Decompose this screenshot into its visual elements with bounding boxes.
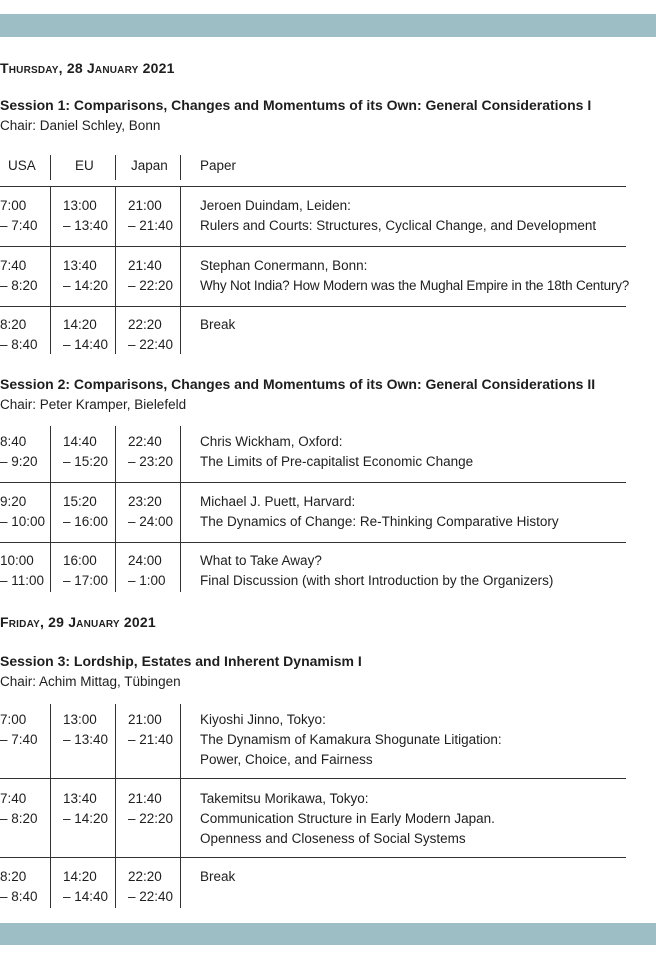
column-divider bbox=[50, 247, 51, 306]
row-divider bbox=[0, 186, 626, 187]
time-usa: 7:40 – 8:20 bbox=[0, 258, 38, 293]
session-3-chair: Chair: Achim Mittag, Tübingen bbox=[0, 674, 181, 689]
time-eu: 15:20 – 16:00 bbox=[63, 494, 109, 529]
time-japan: 21:40 – 22:20 bbox=[128, 791, 174, 826]
time-eu: 13:40 – 14:20 bbox=[63, 258, 109, 293]
paper-heading: What to Take Away? bbox=[200, 553, 322, 568]
column-divider bbox=[50, 779, 51, 857]
paper-cell bbox=[200, 492, 559, 532]
paper-title: Rulers and Courts: Structures, Cyclical Change, and Development bbox=[200, 218, 597, 233]
column-divider bbox=[180, 247, 181, 306]
paper-speaker: Kiyoshi Jinno, Tokyo: bbox=[200, 712, 326, 727]
column-divider bbox=[180, 779, 181, 857]
paper-title: Communication Structure in Early Modern Japan. bbox=[200, 811, 495, 826]
paper-cell bbox=[200, 551, 553, 591]
paper-title: The Dynamism of Kamakura Shogunate Litigation: bbox=[200, 732, 502, 747]
row-divider bbox=[0, 246, 626, 247]
paper-speaker: Michael J. Puett, Harvard: bbox=[200, 494, 356, 509]
time-japan: 21:40 – 22:20 bbox=[128, 258, 174, 293]
day-heading-friday: Friday, 29 January 2021 bbox=[0, 614, 156, 630]
column-divider bbox=[180, 426, 181, 482]
session-2-chair: Chair: Peter Kramper, Bielefeld bbox=[0, 397, 187, 412]
time-usa: 7:00 – 7:40 bbox=[0, 712, 38, 747]
row-divider bbox=[0, 857, 626, 858]
column-divider bbox=[115, 187, 116, 246]
column-divider bbox=[115, 779, 116, 857]
column-divider bbox=[180, 483, 181, 542]
column-divider bbox=[50, 483, 51, 542]
column-divider bbox=[115, 307, 116, 354]
column-divider bbox=[115, 858, 116, 908]
column-divider bbox=[180, 187, 181, 246]
column-divider bbox=[115, 483, 116, 542]
session-3-title: Session 3: Lordship, Estates and Inherent Dynamism I bbox=[0, 653, 362, 669]
column-divider bbox=[50, 307, 51, 354]
paper-speaker: Chris Wickham, Oxford: bbox=[200, 434, 343, 449]
time-usa: 8:20 – 8:40 bbox=[0, 317, 38, 352]
time-usa: 7:40 – 8:20 bbox=[0, 791, 38, 826]
paper-cell bbox=[200, 196, 596, 236]
time-japan: 22:20 – 22:40 bbox=[128, 317, 174, 352]
time-eu: 13:00 – 13:40 bbox=[63, 712, 109, 747]
column-divider bbox=[50, 543, 51, 592]
paper-cell bbox=[200, 432, 473, 472]
paper-speaker: Stephan Conermann, Bonn: bbox=[200, 258, 368, 273]
time-japan: 22:20 – 22:40 bbox=[128, 869, 174, 904]
column-divider bbox=[115, 704, 116, 778]
time-japan: 21:00 – 21:40 bbox=[128, 712, 174, 747]
paper-cell bbox=[200, 710, 502, 770]
paper-subtitle: Openness and Closeness of Social Systems bbox=[200, 831, 466, 846]
column-divider bbox=[180, 543, 181, 592]
paper-cell bbox=[200, 315, 235, 335]
paper-cell bbox=[200, 789, 495, 849]
time-japan: 24:00 – 1:00 bbox=[128, 553, 166, 588]
time-usa: 8:40 – 9:20 bbox=[0, 434, 38, 469]
bottom-band bbox=[0, 923, 656, 945]
time-japan: 23:20 – 24:00 bbox=[128, 494, 174, 529]
column-divider bbox=[50, 858, 51, 908]
paper-break: Break bbox=[200, 869, 236, 884]
column-divider bbox=[50, 426, 51, 482]
day-heading-thursday: Thursday, 28 January 2021 bbox=[0, 60, 175, 76]
header-usa: USA bbox=[8, 158, 36, 173]
time-japan: 21:00 – 21:40 bbox=[128, 198, 174, 233]
column-divider bbox=[180, 858, 181, 908]
paper-speaker: Jeroen Duindam, Leiden: bbox=[200, 198, 351, 213]
paper-title: Final Discussion (with short Introduction by the Organizers) bbox=[200, 573, 554, 588]
top-band bbox=[0, 14, 656, 37]
time-eu: 13:00 – 13:40 bbox=[63, 198, 109, 233]
time-usa: 7:00 – 7:40 bbox=[0, 198, 38, 233]
column-divider bbox=[50, 187, 51, 246]
time-eu: 16:00 – 17:00 bbox=[63, 553, 109, 588]
time-usa: 8:20 – 8:40 bbox=[0, 869, 38, 904]
paper-title: The Dynamics of Change: Re-Thinking Comparative History bbox=[200, 514, 559, 529]
row-divider bbox=[0, 778, 626, 779]
row-divider bbox=[0, 306, 626, 307]
column-divider bbox=[50, 704, 51, 778]
row-divider bbox=[0, 542, 626, 543]
time-eu: 14:20 – 14:40 bbox=[63, 869, 109, 904]
column-divider bbox=[180, 704, 181, 778]
paper-speaker: Takemitsu Morikawa, Tokyo: bbox=[200, 791, 369, 806]
header-paper: Paper bbox=[200, 158, 237, 173]
row-divider bbox=[0, 482, 626, 483]
paper-title: Why Not India? How Modern was the Mughal Empire in the 18th Century? bbox=[200, 278, 630, 293]
time-eu: 14:40 – 15:20 bbox=[63, 434, 109, 469]
time-japan: 22:40 – 23:20 bbox=[128, 434, 174, 469]
paper-title: The Limits of Pre-capitalist Economic Change bbox=[200, 454, 474, 469]
column-divider bbox=[115, 155, 116, 180]
header-eu: EU bbox=[75, 158, 94, 173]
paper-cell bbox=[200, 256, 629, 296]
session-1-title: Session 1: Comparisons, Changes and Momentums of its Own: General Considerations I bbox=[0, 97, 592, 113]
time-eu: 13:40 – 14:20 bbox=[63, 791, 109, 826]
session-2-title: Session 2: Comparisons, Changes and Momentums of its Own: General Considerations II bbox=[0, 376, 596, 392]
time-eu: 14:20 – 14:40 bbox=[63, 317, 109, 352]
paper-break: Break bbox=[200, 317, 236, 332]
paper-subtitle: Power, Choice, and Fairness bbox=[200, 752, 373, 767]
time-usa: 10:00 – 11:00 bbox=[0, 553, 45, 588]
column-divider bbox=[180, 155, 181, 180]
column-divider bbox=[50, 155, 51, 180]
session-1-chair: Chair: Daniel Schley, Bonn bbox=[0, 118, 161, 133]
time-usa: 9:20 – 10:00 bbox=[0, 494, 46, 529]
column-divider bbox=[180, 307, 181, 354]
column-divider bbox=[115, 247, 116, 306]
column-divider bbox=[115, 426, 116, 482]
column-divider bbox=[115, 543, 116, 592]
header-japan: Japan bbox=[131, 158, 168, 173]
paper-cell bbox=[200, 867, 235, 887]
